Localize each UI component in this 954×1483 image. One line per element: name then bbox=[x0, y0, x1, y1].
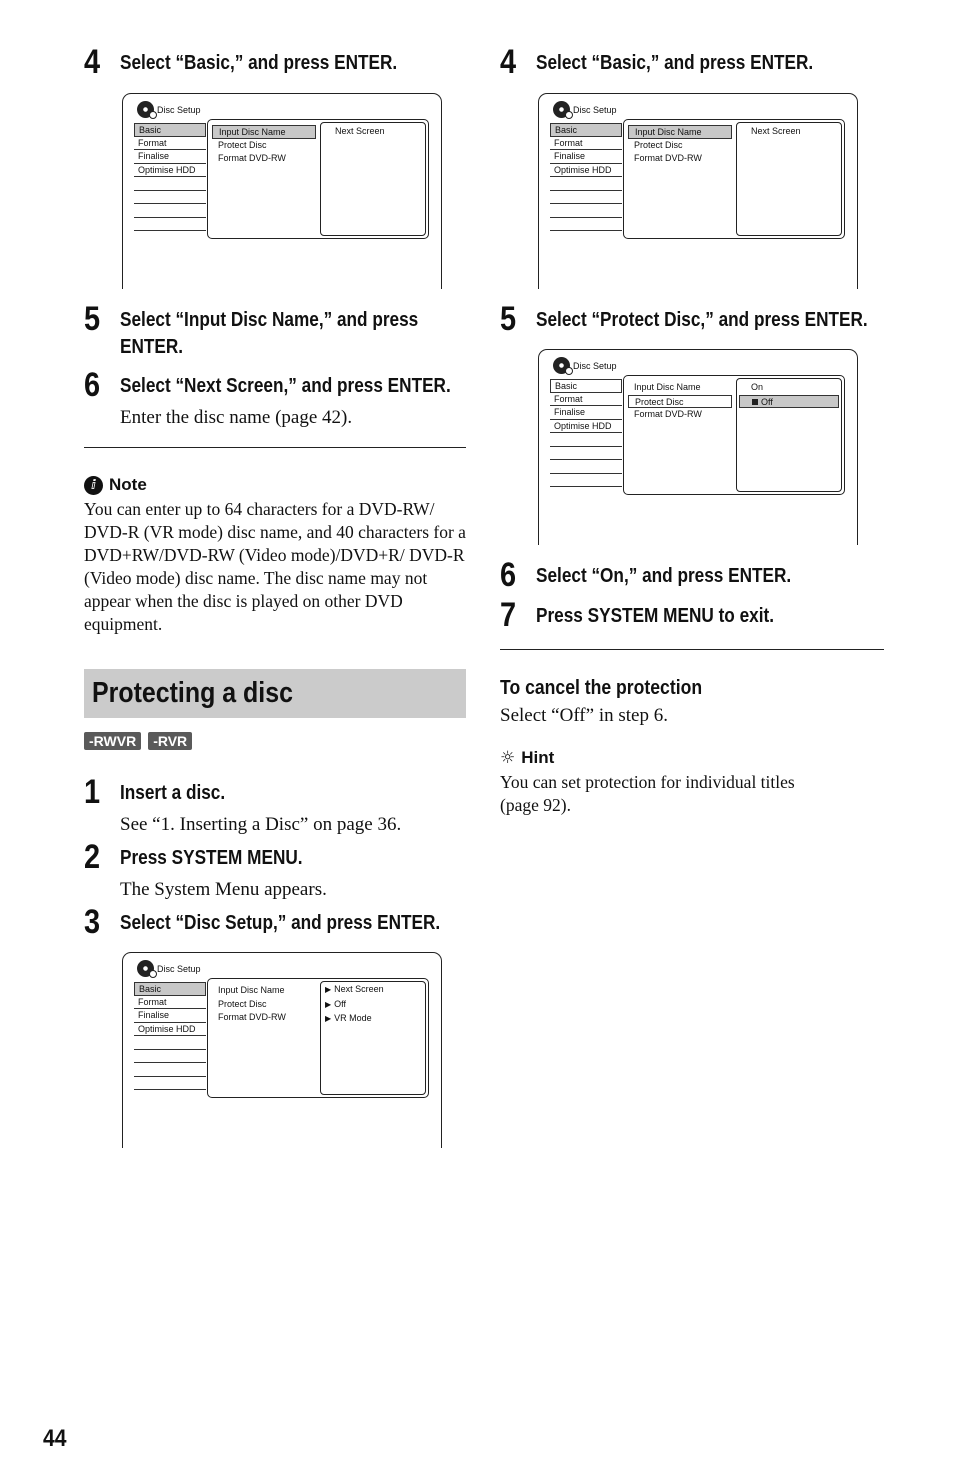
screen-title-text: Disc Setup bbox=[573, 104, 617, 115]
note-body: You can enter up to 64 characters for a DVD-RW/ DVD-R (VR mode) disc name, and 40 characters for a DVD+RW/DVD-RW (Video mode)/DVD+R/ DVD-R (Video mode) disc name. The disc name may not appear when the disc is played on other DVD equipment. bbox=[84, 499, 466, 634]
step-number: 5 bbox=[500, 300, 517, 338]
menu-blank bbox=[134, 1063, 206, 1077]
hint-body: You can set protection for individual titles (page 92). bbox=[500, 772, 795, 815]
sub-options-panel bbox=[736, 378, 842, 492]
options-panel bbox=[207, 119, 429, 239]
sub-option-on: On bbox=[751, 382, 764, 392]
menu-item-optimise-hdd: Optimise HDD bbox=[134, 1023, 206, 1037]
step-title: Select “Input Disc Name,” and press ENTER. bbox=[120, 309, 419, 358]
step-7-right bbox=[500, 596, 884, 634]
hint-box bbox=[500, 748, 884, 817]
setup-menu bbox=[550, 379, 622, 487]
menu-blank bbox=[550, 460, 622, 474]
menu-blank bbox=[134, 1050, 206, 1064]
triangle-right-icon: ▶ bbox=[325, 985, 332, 994]
option-protect-disc: Protect Disc bbox=[218, 998, 267, 1009]
step-title: Select “Basic,” and press ENTER. bbox=[536, 52, 814, 74]
options-panel bbox=[207, 978, 429, 1098]
menu-item-finalise: Finalise bbox=[134, 1009, 206, 1023]
section-title-bar bbox=[84, 669, 466, 718]
sub-option-label: Off bbox=[761, 396, 773, 407]
step-number: 6 bbox=[500, 556, 517, 594]
hint-label: Hint bbox=[521, 748, 555, 767]
menu-blank bbox=[134, 177, 206, 191]
step-number: 4 bbox=[500, 43, 517, 81]
sub-options-panel bbox=[320, 981, 426, 1095]
menu-blank bbox=[134, 1036, 206, 1050]
menu-blank bbox=[134, 218, 206, 232]
menu-blank bbox=[550, 474, 622, 488]
menu-item-basic: Basic bbox=[134, 982, 206, 996]
screen-title-text: Disc Setup bbox=[573, 360, 617, 371]
disc-setup-icon bbox=[553, 101, 570, 118]
step-description: The System Menu appears. bbox=[120, 879, 327, 900]
menu-item-format: Format bbox=[550, 393, 622, 407]
step-4-right bbox=[500, 43, 884, 81]
menu-blank bbox=[550, 447, 622, 461]
menu-item-format: Format bbox=[134, 137, 206, 151]
step-number: 5 bbox=[84, 300, 101, 338]
option-input-disc-name: Input Disc Name bbox=[218, 985, 285, 995]
disc-setup-icon bbox=[137, 960, 154, 977]
option-protect-disc: Protect Disc bbox=[634, 139, 683, 150]
step-title: Select “Disc Setup,” and press ENTER. bbox=[120, 912, 441, 934]
menu-item-optimise-hdd: Optimise HDD bbox=[550, 420, 622, 434]
divider bbox=[84, 447, 466, 448]
sub-options-panel bbox=[736, 122, 842, 236]
step-6-left bbox=[84, 366, 466, 430]
menu-item-basic: Basic bbox=[550, 379, 622, 393]
triangle-right-icon: ▶ bbox=[325, 999, 332, 1009]
right-column bbox=[500, 43, 884, 817]
screen-title bbox=[553, 101, 617, 118]
step-title: Select “On,” and press ENTER. bbox=[536, 565, 792, 587]
screen-disc-setup-overview bbox=[122, 952, 442, 1148]
step-5-right bbox=[500, 300, 884, 338]
menu-blank bbox=[550, 433, 622, 447]
step-3 bbox=[84, 903, 466, 941]
step-number: 1 bbox=[84, 773, 101, 811]
note-icon: ⅈ bbox=[84, 476, 103, 495]
menu-item-format: Format bbox=[134, 996, 206, 1010]
options-list bbox=[628, 381, 732, 422]
option-input-disc-name: Input Disc Name bbox=[212, 125, 316, 139]
menu-blank bbox=[550, 191, 622, 205]
options-list bbox=[212, 984, 316, 1025]
note-label: Note bbox=[109, 475, 147, 494]
sub-option-next-screen: Next Screen bbox=[335, 126, 385, 136]
option-format-dvd-rw: Format DVD-RW bbox=[634, 153, 702, 163]
step-description: See “1. Inserting a Disc” on page 36. bbox=[120, 814, 402, 835]
step-6-right bbox=[500, 556, 884, 594]
option-input-disc-name: Input Disc Name bbox=[634, 382, 701, 392]
screen-disc-setup-basic bbox=[538, 93, 858, 289]
menu-blank bbox=[134, 1077, 206, 1091]
step-description: Enter the disc name (page 42). bbox=[120, 407, 353, 428]
step-4-left bbox=[84, 43, 466, 81]
step-title: Press SYSTEM MENU. bbox=[120, 847, 303, 869]
checkbox-filled-icon bbox=[752, 399, 758, 405]
triangle-right-icon: ▶ bbox=[325, 1014, 332, 1023]
left-column bbox=[84, 43, 466, 1148]
badge-rwvr: -RWVR bbox=[84, 732, 141, 750]
step-number: 3 bbox=[84, 903, 101, 941]
menu-item-finalise: Finalise bbox=[550, 150, 622, 164]
sub-option-next-screen bbox=[321, 983, 425, 997]
screen-disc-setup-protect bbox=[538, 349, 858, 545]
menu-blank bbox=[134, 204, 206, 218]
sub-option-label: VR Mode bbox=[334, 1013, 372, 1023]
menu-item-basic: Basic bbox=[134, 123, 206, 137]
options-list bbox=[212, 125, 316, 166]
menu-blank bbox=[550, 218, 622, 232]
option-protect-disc: Protect Disc bbox=[218, 139, 267, 150]
option-input-disc-name: Input Disc Name bbox=[628, 125, 732, 139]
sub-option-off bbox=[321, 998, 425, 1012]
screen-title-text: Disc Setup bbox=[157, 963, 201, 974]
step-number: 4 bbox=[84, 43, 101, 81]
step-1 bbox=[84, 773, 466, 837]
menu-item-finalise: Finalise bbox=[134, 150, 206, 164]
menu-item-finalise: Finalise bbox=[550, 406, 622, 420]
note-box bbox=[84, 475, 466, 636]
menu-item-format: Format bbox=[550, 137, 622, 151]
step-number: 2 bbox=[84, 838, 101, 876]
sub-option-off bbox=[739, 395, 839, 409]
options-panel bbox=[623, 375, 845, 495]
page-number: 44 bbox=[43, 1425, 67, 1452]
setup-menu bbox=[134, 123, 206, 231]
sub-option-label: Off bbox=[334, 998, 346, 1009]
hint-heading bbox=[500, 748, 884, 768]
disc-type-badges bbox=[84, 732, 466, 750]
sub-option-next-screen: Next Screen bbox=[751, 126, 801, 136]
step-title: Select “Next Screen,” and press ENTER. bbox=[120, 375, 451, 397]
note-heading bbox=[84, 475, 466, 495]
badge-rvr: -RVR bbox=[148, 732, 192, 750]
step-title: Insert a disc. bbox=[120, 782, 226, 804]
option-format-dvd-rw: Format DVD-RW bbox=[218, 1012, 286, 1022]
step-title: Select “Basic,” and press ENTER. bbox=[120, 52, 398, 74]
disc-setup-icon bbox=[553, 357, 570, 374]
step-number: 7 bbox=[500, 596, 517, 634]
screen-title bbox=[137, 101, 201, 118]
cancel-heading: To cancel the protection bbox=[500, 677, 703, 699]
sub-option-vr-mode bbox=[321, 1012, 425, 1026]
divider bbox=[500, 649, 884, 650]
options-list bbox=[628, 125, 732, 166]
option-format-dvd-rw: Format DVD-RW bbox=[218, 153, 286, 163]
step-number: 6 bbox=[84, 366, 101, 404]
screen-title-text: Disc Setup bbox=[157, 104, 201, 115]
disc-setup-icon bbox=[137, 101, 154, 118]
setup-menu bbox=[550, 123, 622, 231]
menu-item-basic: Basic bbox=[550, 123, 622, 137]
menu-blank bbox=[134, 191, 206, 205]
screen-title bbox=[137, 960, 201, 977]
screen-title bbox=[553, 357, 617, 374]
step-2 bbox=[84, 838, 466, 902]
step-title: Select “Protect Disc,” and press ENTER. bbox=[536, 309, 868, 331]
step-title: Press SYSTEM MENU to exit. bbox=[536, 605, 775, 627]
menu-blank bbox=[550, 177, 622, 191]
sub-options-panel bbox=[320, 122, 426, 236]
section-title: Protecting a disc bbox=[92, 677, 293, 709]
lightbulb-icon: ☼ bbox=[500, 748, 516, 768]
menu-blank bbox=[550, 204, 622, 218]
option-protect-disc: Protect Disc bbox=[628, 395, 732, 409]
options-panel bbox=[623, 119, 845, 239]
step-5-left bbox=[84, 300, 466, 361]
setup-menu bbox=[134, 982, 206, 1090]
menu-item-optimise-hdd: Optimise HDD bbox=[134, 164, 206, 178]
option-format-dvd-rw: Format DVD-RW bbox=[634, 409, 702, 419]
cancel-body: Select “Off” in step 6. bbox=[500, 705, 668, 726]
screen-disc-setup-basic bbox=[122, 93, 442, 289]
sub-option-label: Next Screen bbox=[334, 984, 384, 994]
menu-item-optimise-hdd: Optimise HDD bbox=[550, 164, 622, 178]
